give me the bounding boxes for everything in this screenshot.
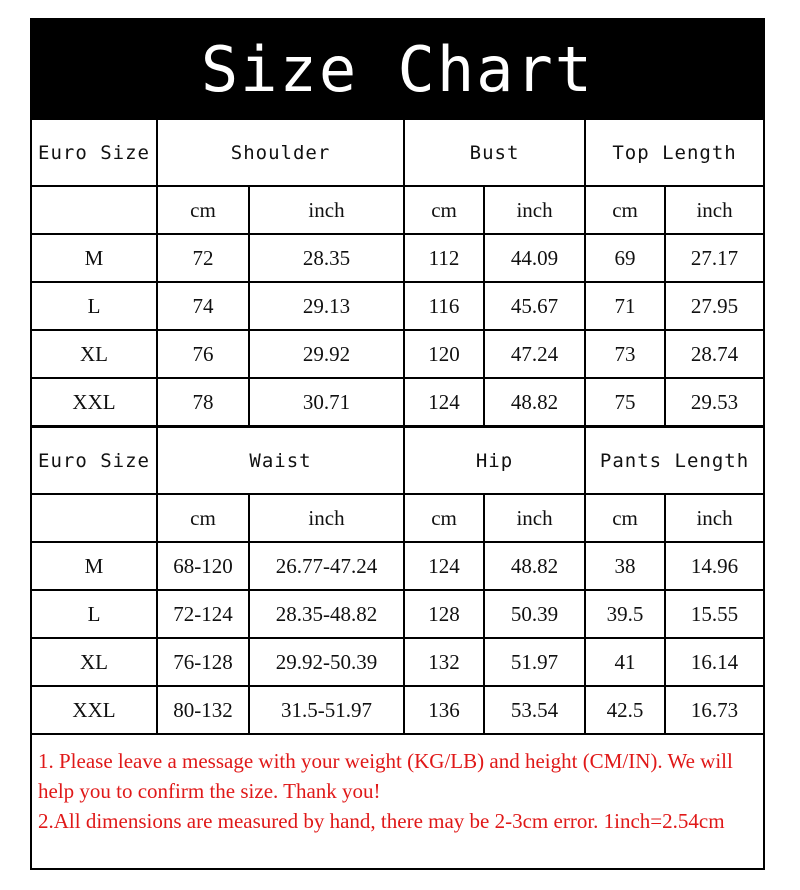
value-cell: 68-120 <box>157 542 249 590</box>
value-cell: 26.77-47.24 <box>249 542 404 590</box>
table-row <box>32 686 763 734</box>
value-cell: 74 <box>157 282 249 330</box>
group-header-hip: Hip <box>404 427 585 494</box>
value-cell: 72-124 <box>157 590 249 638</box>
value-cell: 44.09 <box>484 234 585 282</box>
blank-cell <box>32 186 157 234</box>
unit-cell: cm <box>157 186 249 234</box>
size-cell: M <box>32 234 157 282</box>
value-cell: 39.5 <box>585 590 665 638</box>
bottom-size-table <box>32 426 763 735</box>
value-cell: 69 <box>585 234 665 282</box>
value-cell: 42.5 <box>585 686 665 734</box>
size-cell: XXL <box>32 686 157 734</box>
value-cell: 16.73 <box>665 686 763 734</box>
value-cell: 29.13 <box>249 282 404 330</box>
table-row <box>32 378 763 426</box>
value-cell: 120 <box>404 330 484 378</box>
group-header-shoulder: Shoulder <box>157 119 404 186</box>
value-cell: 76-128 <box>157 638 249 686</box>
value-cell: 45.67 <box>484 282 585 330</box>
value-cell: 28.35 <box>249 234 404 282</box>
value-cell: 124 <box>404 378 484 426</box>
top-size-table <box>32 118 763 427</box>
unit-header-row <box>32 494 763 542</box>
value-cell: 16.14 <box>665 638 763 686</box>
value-cell: 48.82 <box>484 542 585 590</box>
table-row <box>32 638 763 686</box>
group-header-bust: Bust <box>404 119 585 186</box>
value-cell: 73 <box>585 330 665 378</box>
unit-cell: inch <box>249 186 404 234</box>
value-cell: 47.24 <box>484 330 585 378</box>
value-cell: 28.74 <box>665 330 763 378</box>
value-cell: 48.82 <box>484 378 585 426</box>
value-cell: 80-132 <box>157 686 249 734</box>
unit-cell: inch <box>665 494 763 542</box>
value-cell: 78 <box>157 378 249 426</box>
value-cell: 136 <box>404 686 484 734</box>
unit-header-row <box>32 186 763 234</box>
unit-cell: inch <box>249 494 404 542</box>
table-row <box>32 234 763 282</box>
unit-cell: cm <box>585 494 665 542</box>
value-cell: 76 <box>157 330 249 378</box>
unit-cell: inch <box>665 186 763 234</box>
value-cell: 71 <box>585 282 665 330</box>
unit-cell: cm <box>404 494 484 542</box>
value-cell: 51.97 <box>484 638 585 686</box>
value-cell: 132 <box>404 638 484 686</box>
table-row <box>32 542 763 590</box>
unit-cell: inch <box>484 186 585 234</box>
value-cell: 75 <box>585 378 665 426</box>
group-header-waist: Waist <box>157 427 404 494</box>
euro-size-header: Euro Size <box>32 427 157 494</box>
value-cell: 28.35-48.82 <box>249 590 404 638</box>
value-cell: 15.55 <box>665 590 763 638</box>
value-cell: 29.92-50.39 <box>249 638 404 686</box>
table-row <box>32 282 763 330</box>
size-cell: L <box>32 282 157 330</box>
group-header-row <box>32 427 763 494</box>
size-cell: L <box>32 590 157 638</box>
value-cell: 124 <box>404 542 484 590</box>
value-cell: 30.71 <box>249 378 404 426</box>
size-cell: M <box>32 542 157 590</box>
value-cell: 41 <box>585 638 665 686</box>
value-cell: 31.5-51.97 <box>249 686 404 734</box>
value-cell: 112 <box>404 234 484 282</box>
size-cell: XL <box>32 330 157 378</box>
value-cell: 27.17 <box>665 234 763 282</box>
value-cell: 38 <box>585 542 665 590</box>
size-chart <box>30 18 765 870</box>
value-cell: 27.95 <box>665 282 763 330</box>
unit-cell: cm <box>585 186 665 234</box>
note-measurement-error: 2.All dimensions are measured by hand, there may be 2-3cm error. 1inch=2.54cm <box>38 809 725 833</box>
page-title: Size Chart <box>32 20 763 118</box>
table-row <box>32 590 763 638</box>
note-contact-us: 1. Please leave a message with your weight (KG/LB) and height (CM/IN). We will help you to confirm the size. Thank you! <box>38 749 733 803</box>
value-cell: 128 <box>404 590 484 638</box>
unit-cell: inch <box>484 494 585 542</box>
size-notes <box>38 746 760 836</box>
value-cell: 29.53 <box>665 378 763 426</box>
blank-cell <box>32 494 157 542</box>
group-header-row <box>32 119 763 186</box>
size-cell: XXL <box>32 378 157 426</box>
group-header-top-length: Top Length <box>585 119 763 186</box>
size-cell: XL <box>32 638 157 686</box>
value-cell: 53.54 <box>484 686 585 734</box>
euro-size-header: Euro Size <box>32 119 157 186</box>
value-cell: 29.92 <box>249 330 404 378</box>
unit-cell: cm <box>157 494 249 542</box>
value-cell: 50.39 <box>484 590 585 638</box>
group-header-pants-length: Pants Length <box>585 427 763 494</box>
value-cell: 14.96 <box>665 542 763 590</box>
value-cell: 116 <box>404 282 484 330</box>
unit-cell: cm <box>404 186 484 234</box>
value-cell: 72 <box>157 234 249 282</box>
table-row <box>32 330 763 378</box>
